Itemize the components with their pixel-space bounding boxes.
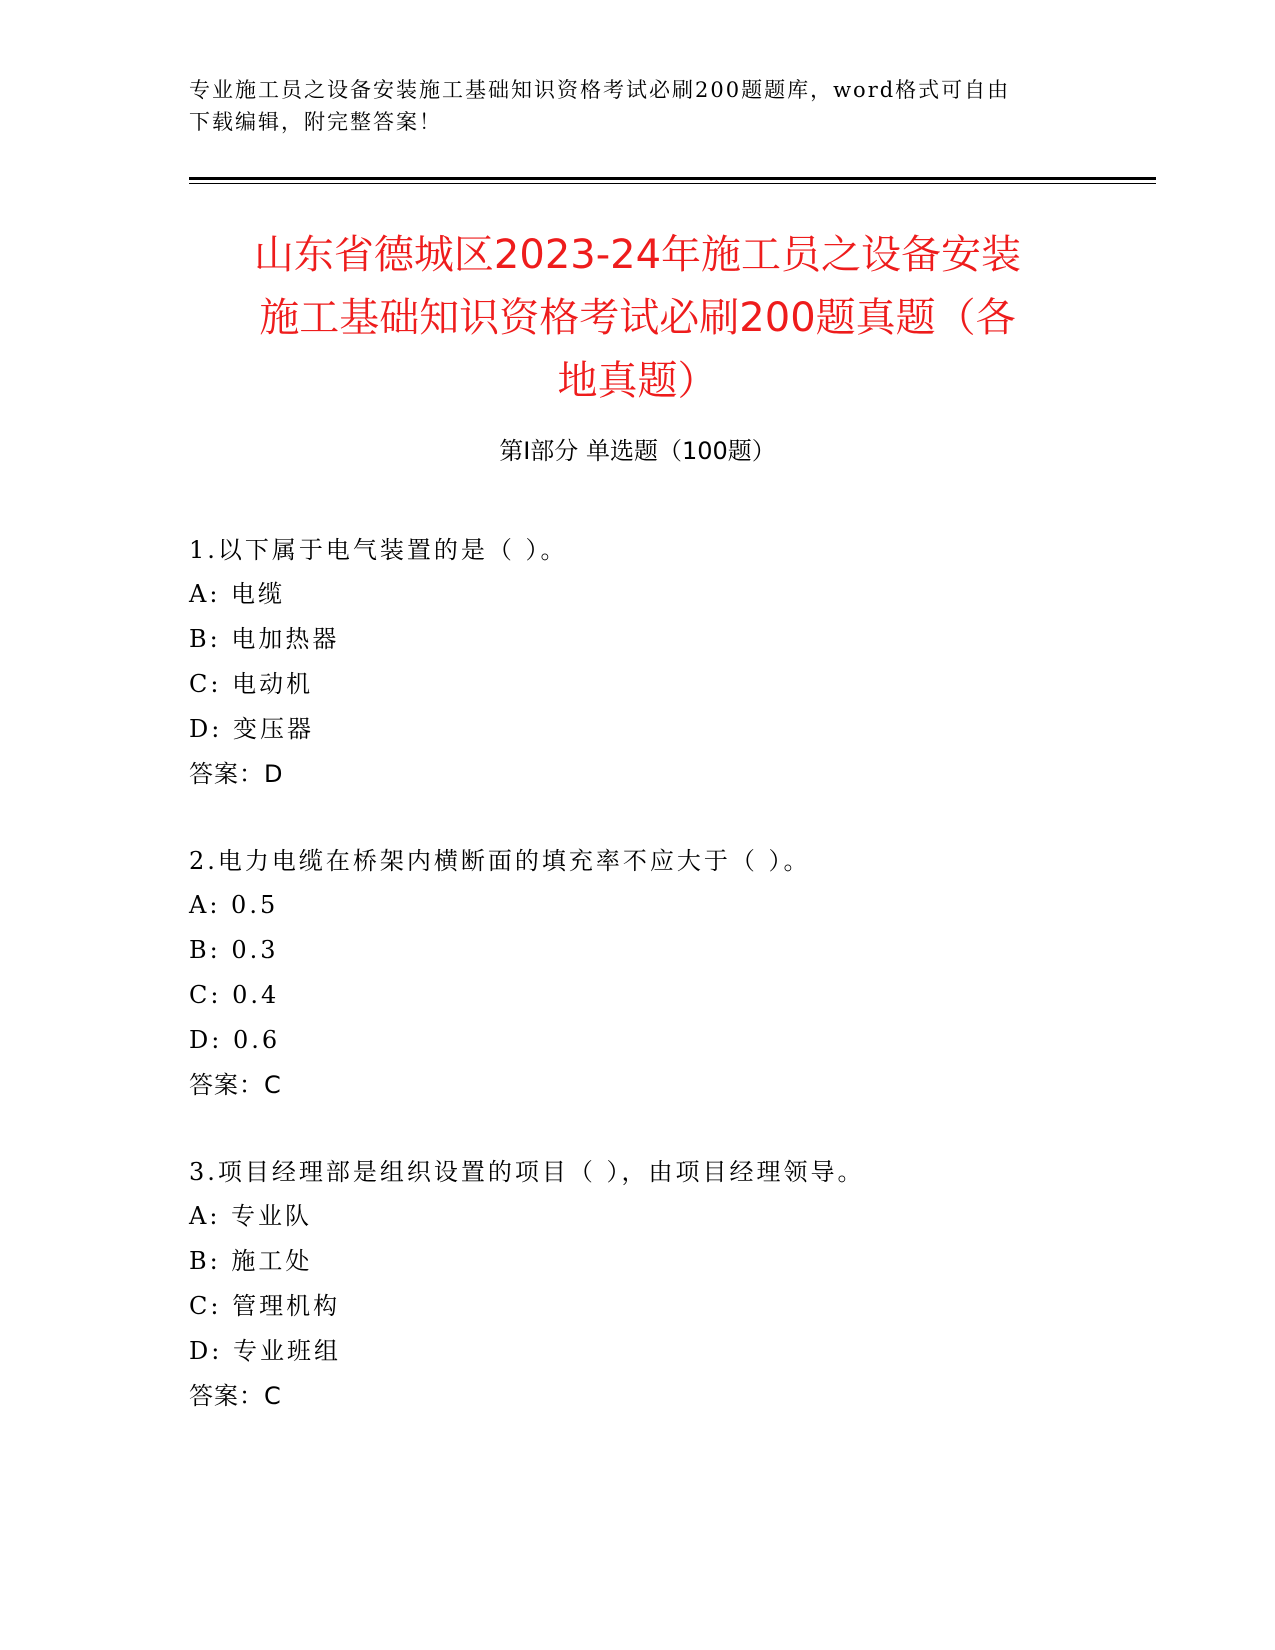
answer: 答案：C xyxy=(189,1071,282,1099)
option-c: C: 电动机 xyxy=(189,670,314,698)
option-d: D: 0.6 xyxy=(189,1026,281,1054)
title-line-1: 山东省德城区2023-24年施工员之设备安装 xyxy=(253,232,1022,278)
option-b: B: 施工处 xyxy=(189,1247,313,1275)
header-divider-thin xyxy=(189,183,1156,184)
question-1 xyxy=(189,528,1149,797)
option-a: A: 专业队 xyxy=(189,1202,313,1230)
option-d: D: 专业班组 xyxy=(189,1337,341,1365)
question-stem: 2.电力电缆在桥架内横断面的填充率不应大于（ ）。 xyxy=(189,847,811,875)
header-note xyxy=(189,74,1089,138)
page-title xyxy=(170,224,1105,413)
option-c: C: 0.4 xyxy=(189,981,280,1009)
option-a: A: 0.5 xyxy=(189,891,279,919)
option-d: D: 变压器 xyxy=(189,715,314,743)
question-3 xyxy=(189,1150,1149,1419)
answer: 答案：D xyxy=(189,760,284,788)
option-b: B: 0.3 xyxy=(189,936,279,964)
option-b: B: 电加热器 xyxy=(189,625,340,653)
title-line-2: 施工基础知识资格考试必刷200题真题（各 xyxy=(259,295,1016,341)
answer: 答案：C xyxy=(189,1382,282,1410)
header-note-line-1: 专业施工员之设备安装施工基础知识资格考试必刷200题题库，word格式可自由 xyxy=(189,78,1011,102)
question-2 xyxy=(189,839,1149,1108)
question-list xyxy=(189,528,1149,1461)
header-divider-thick xyxy=(189,177,1156,180)
option-a: A: 电缆 xyxy=(189,580,286,608)
option-c: C: 管理机构 xyxy=(189,1292,341,1320)
title-line-3: 地真题） xyxy=(557,358,718,404)
section-heading: 第Ⅰ部分 单选题（100题） xyxy=(499,437,776,465)
question-stem: 1.以下属于电气装置的是（ ）。 xyxy=(189,536,568,564)
question-stem: 3.项目经理部是组织设置的项目（ ），由项目经理领导。 xyxy=(189,1158,865,1186)
header-note-line-2: 下载编辑，附完整答案！ xyxy=(189,110,442,134)
